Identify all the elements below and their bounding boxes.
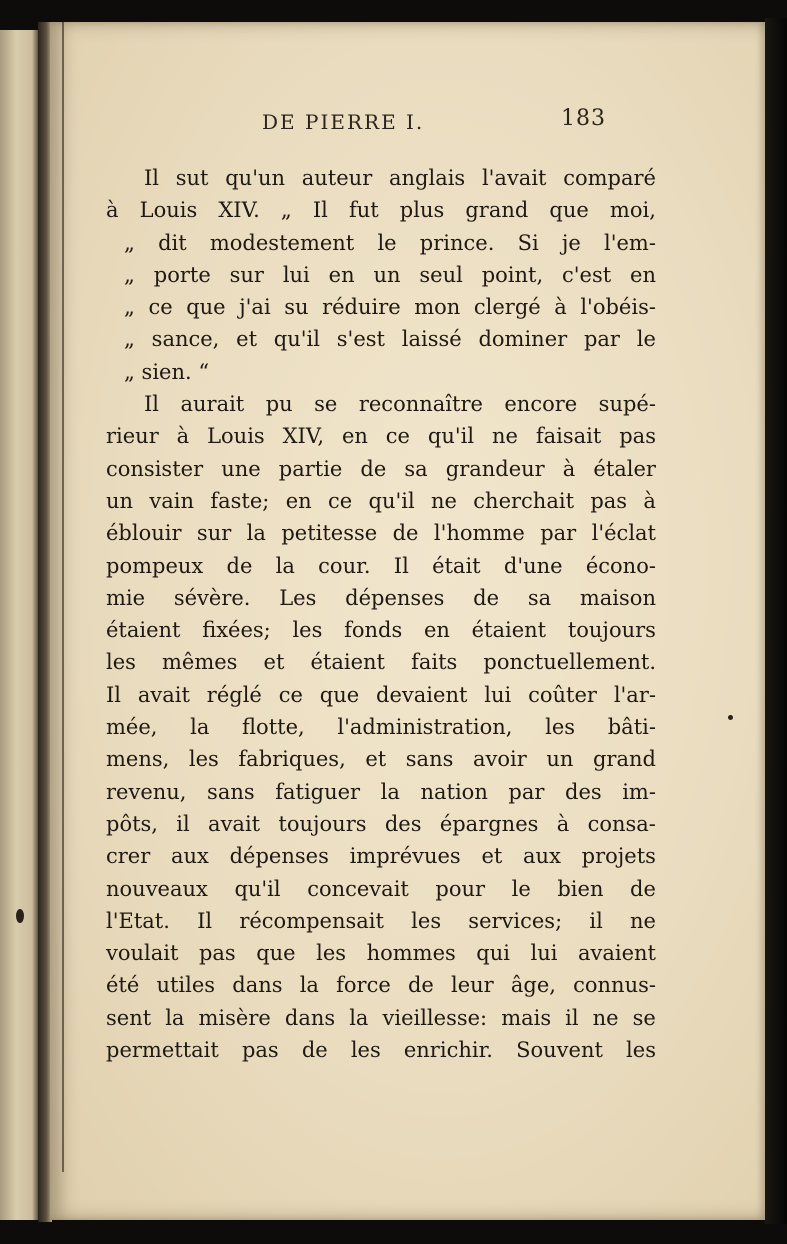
text-line [106, 550, 656, 582]
word: qui [476, 941, 510, 966]
word: „ [124, 230, 135, 255]
body-text [106, 162, 656, 1066]
word: l'administration, [337, 715, 513, 740]
word: mens, [106, 747, 170, 772]
word: toujours [567, 618, 656, 643]
word: en [423, 618, 450, 643]
text-line [106, 873, 656, 905]
text-line [106, 1034, 656, 1066]
word: fatiguer [275, 779, 361, 804]
text-line [106, 453, 656, 485]
word: étaient [106, 618, 181, 643]
word: crer [106, 844, 151, 869]
word: mie [106, 585, 146, 610]
word: nation [420, 779, 488, 804]
word: consister [106, 456, 204, 481]
word: âge, [510, 973, 556, 998]
word: permettait [106, 1038, 219, 1063]
book-page [50, 22, 765, 1220]
text-line [106, 905, 656, 937]
word: sent [106, 1005, 152, 1030]
text-line [106, 743, 656, 775]
word: à [554, 295, 567, 320]
word: et [365, 747, 387, 772]
word: de [630, 876, 656, 901]
word: consa- [587, 811, 656, 836]
word: utiles [156, 973, 216, 998]
word: auteur [301, 166, 373, 190]
word: ce [278, 682, 303, 707]
word: lui [282, 262, 310, 287]
word: il [176, 811, 190, 836]
word: j'ai [239, 295, 271, 320]
word: grand [592, 747, 656, 772]
word: les [188, 747, 219, 772]
running-title: DE PIERRE I. [262, 110, 425, 134]
word: que [256, 941, 296, 966]
word: laissé [401, 327, 462, 352]
word: écono- [585, 553, 656, 578]
word: dans [284, 1005, 336, 1030]
word: à [176, 424, 190, 449]
word: la [299, 973, 319, 998]
word: ne [592, 1005, 619, 1030]
text-line [106, 388, 656, 420]
word: „ [124, 327, 135, 352]
text-line [106, 227, 656, 259]
word: „ [280, 198, 292, 223]
word: fut [348, 198, 379, 223]
word: concevait [307, 876, 409, 901]
word: faisait [535, 424, 602, 449]
word: dépenses [229, 844, 329, 869]
word: étaient [471, 618, 547, 643]
word: cour. [318, 553, 371, 578]
word: récompensait [239, 908, 384, 933]
word: en [630, 262, 656, 287]
word: étaler [593, 456, 656, 481]
text-line [106, 517, 656, 549]
word: épargnes [439, 811, 539, 836]
word: à [106, 198, 119, 223]
word: cherchait [473, 488, 575, 513]
word: Louis [207, 424, 265, 449]
word: d'une [503, 553, 563, 578]
word: de [473, 585, 500, 610]
word: ce [385, 424, 410, 449]
word: imprévues [349, 844, 461, 869]
word: qu'un [225, 166, 286, 190]
text-line [106, 614, 656, 646]
ink-speck [16, 909, 24, 923]
ink-speck [728, 715, 733, 720]
word: l'avait [481, 166, 547, 190]
word: par [508, 779, 545, 804]
word: la [190, 715, 210, 740]
word: et [263, 650, 285, 675]
word: par [583, 327, 620, 352]
word: le [511, 876, 531, 901]
word: l'ar- [613, 682, 656, 707]
word: aurait [180, 392, 245, 417]
word: les [411, 908, 442, 933]
word: Louis [139, 198, 198, 223]
word: les [626, 1038, 656, 1063]
word: mêmes [162, 650, 238, 675]
word: des [565, 779, 602, 804]
word: partie [278, 456, 343, 481]
word: grand [465, 198, 529, 223]
text-line [106, 679, 656, 711]
word: Il [144, 166, 160, 190]
word: Si [517, 230, 539, 255]
word: Les [279, 585, 317, 610]
text-line [106, 194, 656, 226]
text-line [106, 711, 656, 743]
word: Il [106, 682, 122, 707]
word: des [384, 811, 422, 836]
word: en [341, 424, 368, 449]
word: aux [171, 844, 209, 869]
word: moi, [609, 198, 656, 223]
word: pas [590, 488, 628, 513]
word: point, [481, 262, 544, 287]
word: force [336, 973, 391, 998]
word: réglé [206, 682, 262, 707]
word: à [562, 456, 576, 481]
word: la [275, 553, 295, 578]
word: l'obéis- [580, 295, 656, 320]
text-line [106, 646, 656, 678]
word: misère [198, 1005, 271, 1030]
word: il [565, 1005, 579, 1030]
word: fixées; [202, 618, 271, 643]
word: leur [450, 973, 494, 998]
word: ce [148, 295, 173, 320]
word: que [319, 682, 360, 707]
word: XIV. [218, 198, 260, 223]
word: avaient [577, 941, 656, 966]
word: mon [414, 295, 461, 320]
word: dans [232, 973, 283, 998]
word: et [236, 327, 258, 352]
binding-shadow [62, 22, 64, 1172]
word: étaient [310, 650, 385, 675]
word: une [221, 456, 261, 481]
word: clergé [473, 295, 541, 320]
word: que [186, 295, 226, 320]
word: dominer [478, 327, 568, 352]
text-line [106, 1002, 656, 1034]
word: avait [208, 811, 261, 836]
word: enrichir. [403, 1038, 493, 1063]
word: les [106, 650, 136, 675]
word: les [316, 941, 347, 966]
text-line [106, 840, 656, 872]
word: de [407, 973, 434, 998]
word: seul [419, 262, 463, 287]
word: fabriques, [238, 747, 346, 772]
word: l'homme [433, 521, 525, 546]
facing-page-edge [0, 30, 40, 1220]
word: la [165, 1005, 185, 1030]
word: reconnaître [358, 392, 483, 417]
word: Souvent [516, 1038, 603, 1063]
word: ne [492, 424, 518, 449]
word: les [545, 715, 576, 740]
word: à [556, 811, 570, 836]
word: coûter [528, 682, 597, 707]
word: le [636, 327, 656, 352]
word: sa [527, 585, 552, 610]
word: „ [124, 262, 135, 287]
word: sans [405, 747, 454, 772]
word: rieur [106, 424, 159, 449]
word: en [285, 488, 312, 513]
word: maison [579, 585, 656, 610]
word: supé- [598, 392, 656, 417]
word: hommes [366, 941, 456, 966]
word: sance, [151, 327, 220, 352]
word: sa [404, 456, 428, 481]
word: services; [468, 908, 563, 933]
page-number: 183 [561, 106, 606, 131]
word: l'Etat. [106, 908, 170, 933]
word: ce [327, 488, 353, 513]
word: l'éclat [591, 521, 656, 546]
word: im- [622, 779, 656, 804]
word: pôts, [106, 811, 158, 836]
page-fore-edge [765, 18, 787, 1224]
word: porte [153, 262, 211, 287]
word: sut [175, 166, 209, 190]
word: la [349, 1005, 369, 1030]
word: dit [158, 230, 187, 255]
word: qu'il [368, 488, 415, 513]
word: flotte, [242, 715, 305, 740]
word: pompeux [106, 553, 204, 578]
word: su [284, 295, 309, 320]
text-line [106, 808, 656, 840]
word: la [380, 779, 400, 804]
word: s'est [336, 327, 385, 352]
word: qu'il [273, 327, 320, 352]
text-line [106, 485, 656, 517]
word: été [106, 973, 140, 998]
word: Il [312, 198, 328, 223]
word: était [432, 553, 481, 578]
word: réduire [322, 295, 401, 320]
word: mais [501, 1005, 552, 1030]
word: revenu, [106, 779, 187, 804]
word: voulait [106, 941, 179, 966]
text-line [106, 582, 656, 614]
word: la [246, 521, 266, 546]
word: ponctuellement. [483, 650, 656, 675]
word: pour [435, 876, 486, 901]
word: comparé [563, 166, 656, 190]
word: nouveaux [106, 876, 208, 901]
word: sur [229, 262, 264, 287]
word: sévère. [173, 585, 251, 610]
word: bien [557, 876, 604, 901]
word: ne [630, 908, 656, 933]
word: de [226, 553, 253, 578]
word: en [328, 262, 355, 287]
word: de [301, 1038, 328, 1063]
text-line: „ sien. “ [124, 359, 210, 384]
word: vieillesse: [382, 1005, 488, 1030]
word: l'em- [604, 230, 656, 255]
text-line [106, 162, 656, 194]
word: „ [124, 295, 135, 320]
word: toujours [278, 811, 367, 836]
word: pas [619, 424, 656, 449]
word: devaient [376, 682, 468, 707]
text-line [106, 420, 656, 452]
word: il [589, 908, 603, 933]
word: pas [241, 1038, 279, 1063]
word: mée, [106, 715, 158, 740]
word: XIV, [282, 424, 325, 449]
page-header [50, 106, 765, 140]
text-line [106, 776, 656, 808]
word: les [292, 618, 323, 643]
word: plus [399, 198, 445, 223]
word: je [561, 230, 581, 255]
word: dépenses [345, 585, 445, 610]
word: le [377, 230, 397, 255]
word: sur [196, 521, 232, 546]
word: lui [530, 941, 558, 966]
word: éblouir [106, 521, 182, 546]
word: grandeur [445, 456, 545, 481]
word: qu'il [234, 876, 281, 901]
word: Il [144, 392, 160, 417]
word: encore [504, 392, 578, 417]
word: un [546, 747, 574, 772]
word: avoir [472, 747, 527, 772]
word: les [350, 1038, 381, 1063]
word: par [540, 521, 577, 546]
word: sans [207, 779, 255, 804]
text-line [106, 937, 656, 969]
word: ne [431, 488, 457, 513]
word: fonds [344, 618, 403, 643]
word: vain [149, 488, 195, 513]
word: projets [581, 844, 656, 869]
word: un [106, 488, 134, 513]
word: se [632, 1005, 656, 1030]
word: avait [137, 682, 190, 707]
word: aux [523, 844, 561, 869]
word: de [360, 456, 387, 481]
word: se [314, 392, 338, 417]
word: faste; [210, 488, 270, 513]
word: c'est [562, 262, 612, 287]
word: petitesse [281, 521, 378, 546]
word: modestement [209, 230, 355, 255]
word: prince. [419, 230, 495, 255]
text-line [106, 969, 656, 1001]
word: qu'il [427, 424, 475, 449]
text-line [106, 291, 656, 323]
word: Il [197, 908, 213, 933]
word: et [481, 844, 503, 869]
word: bâti- [607, 715, 656, 740]
text-line [106, 323, 656, 355]
word: anglais [388, 166, 466, 190]
word: faits [411, 650, 458, 675]
word: lui [484, 682, 512, 707]
word: que [549, 198, 589, 223]
word: un [373, 262, 401, 287]
word: pas [198, 941, 236, 966]
word: de [392, 521, 419, 546]
word: Il [393, 553, 409, 578]
word: connus- [573, 973, 656, 998]
text-line [106, 259, 656, 291]
word: pu [265, 392, 293, 417]
word: à [643, 488, 656, 513]
